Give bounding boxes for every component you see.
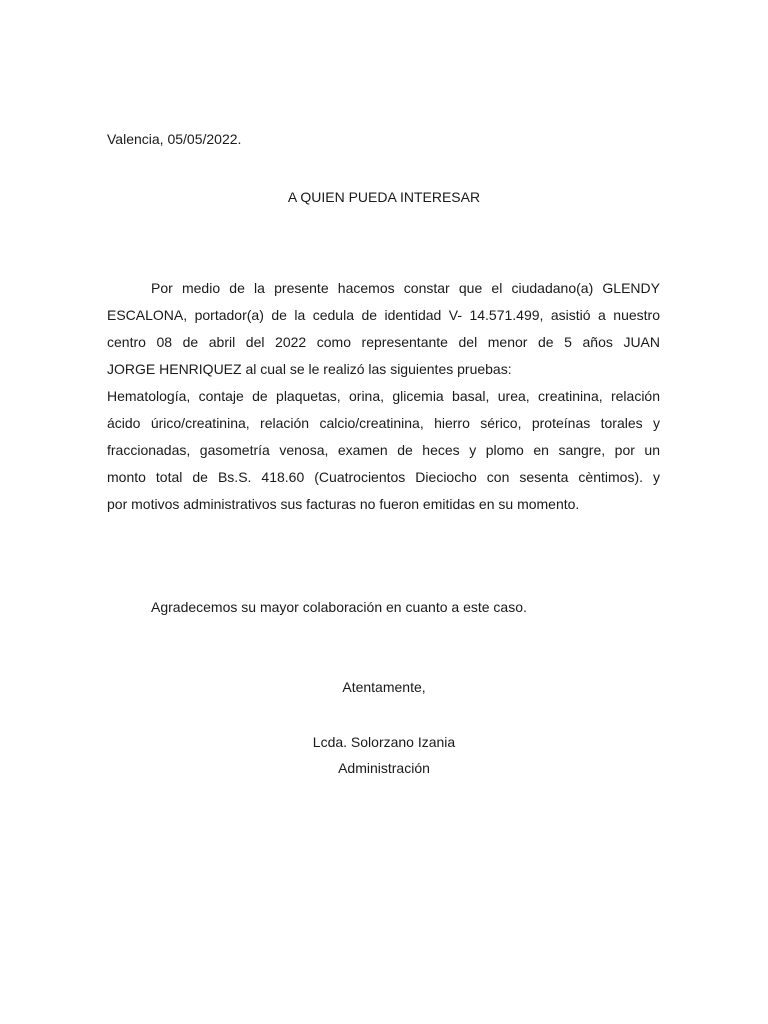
body-line: ESCALONA, portador(a) de la cedula de identidad V- 14.571.499, asistió a nuestro xyxy=(107,307,660,323)
body-line: ácido úrico/creatinina, relación calcio/creatinina, hierro sérico, proteínas torales y xyxy=(107,415,660,431)
thanks-paragraph: Agradecemos su mayor colaboración en cuanto a este caso. xyxy=(151,599,527,615)
body-line: por motivos administrativos sus facturas no fueron emitidas en su momento. xyxy=(107,496,580,512)
signer-name: Lcda. Solorzano Izania xyxy=(312,734,456,750)
body-line: Hematología, contaje de plaquetas, orina, glicemia basal, urea, creatinina, relación xyxy=(107,388,660,404)
body-line: monto total de Bs.S. 418.60 (Cuatrocientos Dieciocho con sesenta cèntimos). y xyxy=(107,469,660,485)
body-line: JORGE HENRIQUEZ al cual se le realizó las siguientes pruebas: xyxy=(107,361,512,377)
signer-role: Administración xyxy=(338,760,430,776)
closing-salutation: Atentamente, xyxy=(342,679,426,695)
body-line: fraccionadas, gasometría venosa, examen de heces y plomo en sangre, por un xyxy=(107,442,660,458)
letter-body xyxy=(107,275,660,518)
date-line: Valencia, 05/05/2022. xyxy=(107,131,242,147)
letter-heading: A QUIEN PUEDA INTERESAR xyxy=(287,189,481,205)
body-line: centro 08 de abril del 2022 como representante del menor de 5 años JUAN xyxy=(107,334,660,350)
body-line: Por medio de la presente hacemos constar que el ciudadano(a) GLENDY xyxy=(151,280,660,296)
